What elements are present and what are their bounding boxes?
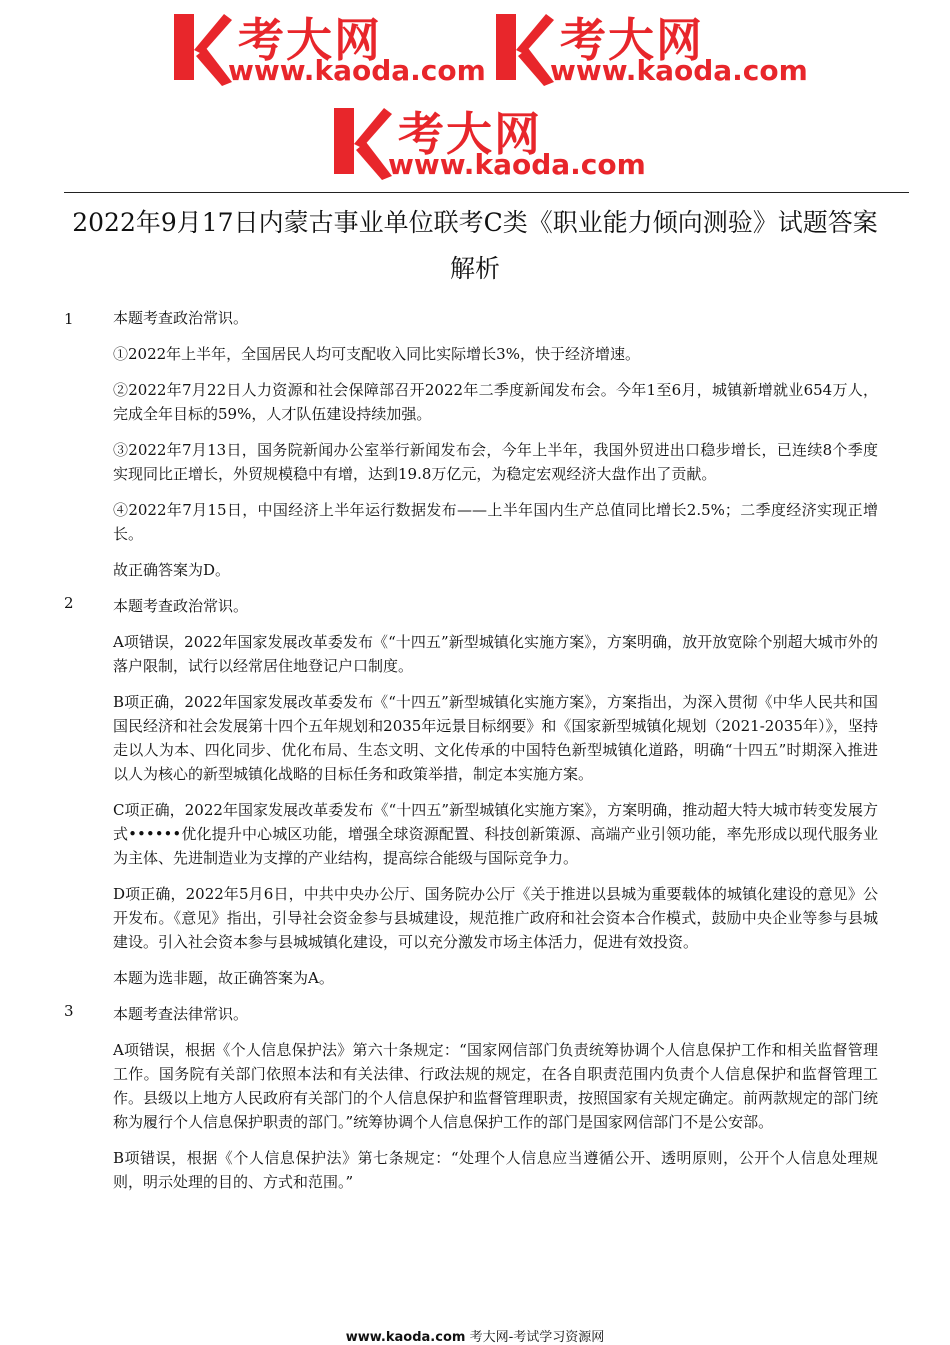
question-list [0, 306, 950, 1206]
question-item [0, 594, 950, 990]
site-logo[interactable] [494, 10, 814, 90]
question-paragraph: B项正确，2022年国家发展改革委发布《“十四五”新型城镇化实施方案》，方案指出，为深入贯彻《中华人民共和国国民经济和社会发展第十四个五年规划和2035年远景目标纲要》和《国家新型城镇化规划（2021-2035年）》，坚持走以人为本、四化同步、优化布局、生态文明、文化传承的中国特色新型城镇化道路，明确“十四五”时期深入推进以人为核心的新型城镇化战略的目标任务和政策举措，制定本实施方案。 [113, 693, 878, 783]
question-paragraph: 本题考查法律常识。 [113, 1005, 249, 1023]
question-paragraph: B项错误，根据《个人信息保护法》第七条规定：“处理个人信息应当遵循公开、透明原则，公开个人信息处理规则，明示处理的目的、方式和范围。” [113, 1149, 878, 1191]
question-paragraph: A项错误，2022年国家发展改革委发布《“十四五”新型城镇化实施方案》，方案明确，放开放宽除个别超大城市外的落户限制，试行以经常居住地登记户口制度。 [113, 633, 878, 675]
question-item [0, 1002, 950, 1194]
k-logo-icon [332, 104, 392, 180]
logo-brand: 考大网 [560, 13, 704, 67]
question-paragraph: 本题考查政治常识。 [113, 597, 249, 615]
logo-url: www.kaoda.com [228, 54, 486, 87]
question-paragraph: 本题考查政治常识。 [113, 309, 249, 327]
footer-url[interactable]: www.kaoda.com [345, 1330, 466, 1345]
answer-line: 本题为选非题，故正确答案为A。 [113, 969, 334, 987]
question-paragraph: C项正确，2022年国家发展改革委发布《“十四五”新型城镇化实施方案》，方案明确，推动超大特大城市转变发展方式••••••优化提升中心城区功能，增强全球资源配置、科技创新策源、高端产业引领功能，率先形成以现代服务业为主体、先进制造业为支撑的产业结构，提高综合能级与国际竞争力。 [113, 801, 878, 867]
question-paragraph: ④2022年7月15日，中国经济上半年运行数据发布——上半年国内生产总值同比增长2.5%；二季度经济实现正增长。 [113, 501, 878, 543]
page-footer [0, 1326, 950, 1345]
site-logo[interactable] [172, 10, 492, 90]
question-item [0, 306, 950, 582]
document-title: 2022年9月17日内蒙古事业单位联考C类《职业能力倾向测验》试题答案解析 [72, 208, 878, 283]
k-logo-icon [494, 10, 554, 86]
question-number: 2 [64, 594, 74, 612]
question-number: 1 [64, 310, 74, 328]
site-logo[interactable] [332, 104, 652, 184]
header-divider [64, 192, 909, 193]
question-paragraph: ③2022年7月13日，国务院新闻办公室举行新闻发布会，今年上半年，我国外贸进出口稳步增长，已连续8个季度实现同比正增长，外贸规模稳中有增，达到19.8万亿元，为稳定宏观经济大盘作出了贡献。 [113, 441, 878, 483]
logo-url: www.kaoda.com [388, 148, 646, 181]
question-paragraph: D项正确，2022年5月6日，中共中央办公厅、国务院办公厅《关于推进以县城为重要载体的城镇化建设的意见》公开发布。《意见》指出，引导社会资金参与县城建设，规范推广政府和社会资本合作模式，鼓励中央企业等参与县城建设。引入社会资本参与县城城镇化建设，可以充分激发市场主体活力，促进有效投资。 [113, 885, 878, 951]
footer-text: 考大网-考试学习资源网 [469, 1330, 605, 1345]
question-paragraph: A项错误，根据《个人信息保护法》第六十条规定：“国家网信部门负责统筹协调个人信息保护工作和相关监督管理工作。国务院有关部门依照本法和有关法律、行政法规的规定，在各自职责范围内负责个人信息保护和监督管理工作。县级以上地方人民政府有关部门的个人信息保护和监督管理职责，按照国家有关规定确定。前两款规定的部门统称为履行个人信息保护职责的部门。”统筹协调个人信息保护工作的部门是国家网信部门不是公安部。 [113, 1041, 879, 1131]
logo-brand: 考大网 [238, 13, 382, 67]
question-number: 3 [64, 1002, 74, 1020]
question-paragraph: ②2022年7月22日人力资源和社会保障部召开2022年二季度新闻发布会。今年1至6月，城镇新增就业654万人，完成全年目标的59%，人才队伍建设持续加强。 [113, 381, 878, 423]
logo-url: www.kaoda.com [550, 54, 808, 87]
question-paragraph: ①2022年上半年，全国居民人均可支配收入同比实际增长3%，快于经济增速。 [113, 345, 640, 363]
k-logo-icon [172, 10, 232, 86]
answer-line: 故正确答案为D。 [113, 561, 231, 579]
logo-brand: 考大网 [398, 107, 542, 161]
